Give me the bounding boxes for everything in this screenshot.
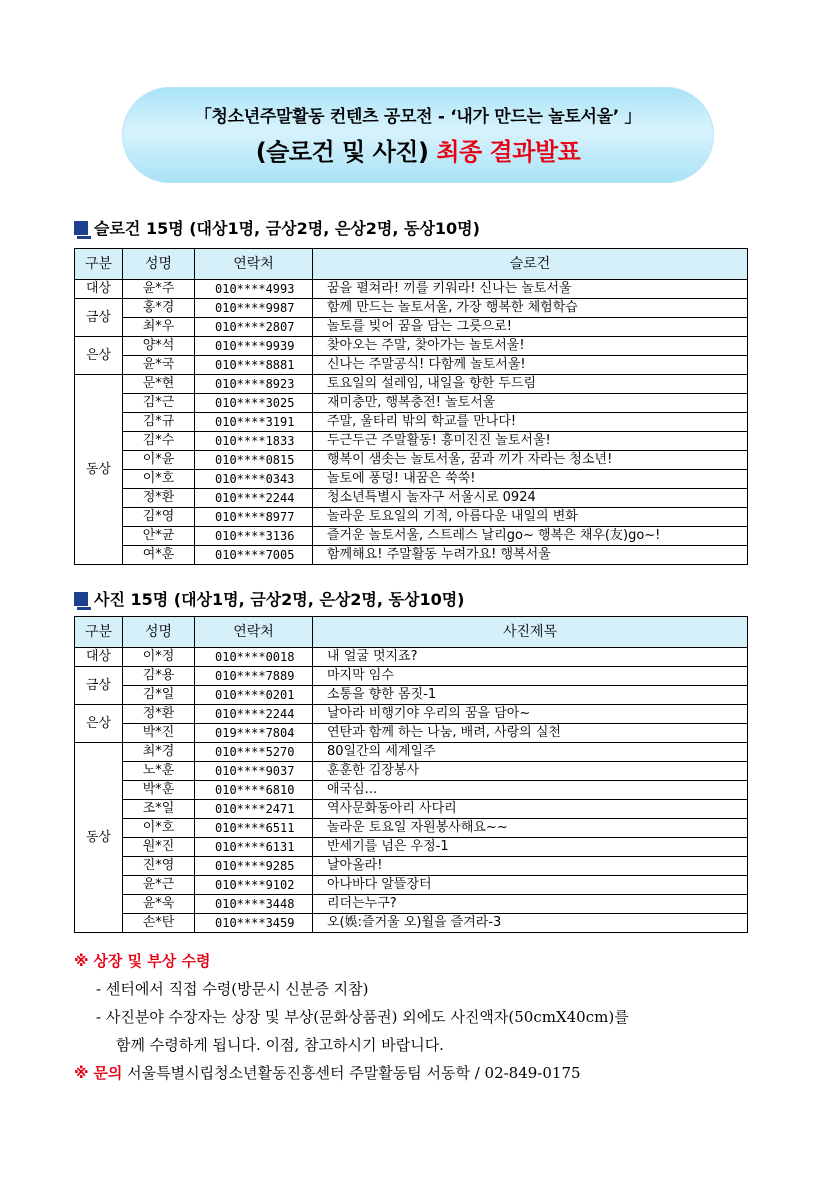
award-cell: 은상 — [75, 705, 123, 743]
name-cell: 윤*주 — [123, 280, 195, 299]
table-row — [75, 724, 748, 743]
phone-cell: 010****3136 — [195, 527, 313, 546]
table-row — [75, 743, 748, 762]
phone-cell: 019****7804 — [195, 724, 313, 743]
column-header: 연락처 — [195, 249, 313, 280]
entry-title-cell: 훈훈한 김장봉사 — [313, 762, 748, 781]
phone-cell: 010****6810 — [195, 781, 313, 800]
square-bullet-icon — [74, 221, 88, 235]
name-cell: 노*훈 — [123, 762, 195, 781]
notes-block — [74, 947, 629, 1087]
name-cell: 손*탄 — [123, 914, 195, 933]
photo-section-heading — [74, 587, 464, 610]
phone-cell: 010****3025 — [195, 394, 313, 413]
award-cell: 대상 — [75, 648, 123, 667]
name-cell: 원*진 — [123, 838, 195, 857]
contact-text: 서울특별시립청소년활동진흥센터 주말활동팀 서동학 / 02-849-0175 — [122, 1064, 581, 1082]
banner-title-line2 — [122, 132, 714, 167]
table-row — [75, 914, 748, 933]
square-bullet-icon — [74, 592, 88, 606]
phone-cell: 010****2807 — [195, 318, 313, 337]
table-row — [75, 508, 748, 527]
phone-cell: 010****2471 — [195, 800, 313, 819]
table-row — [75, 876, 748, 895]
phone-cell: 010****6131 — [195, 838, 313, 857]
entry-title-cell: 청소년특별시 놀자구 서울시로 0924 — [313, 489, 748, 508]
entry-title-cell: 꿈을 펼쳐라! 끼를 키워라! 신나는 놀토서울 — [313, 280, 748, 299]
phone-cell: 010****4993 — [195, 280, 313, 299]
table-row — [75, 280, 748, 299]
phone-cell: 010****3448 — [195, 895, 313, 914]
column-header: 구분 — [75, 249, 123, 280]
banner-title-line1: 「청소년주말활동 컨텐츠 공모전 - ‘내가 만드는 놀토서울’ 」 — [194, 107, 642, 127]
table-row — [75, 489, 748, 508]
name-cell: 이*윤 — [123, 451, 195, 470]
name-cell: 진*영 — [123, 857, 195, 876]
name-cell: 이*정 — [123, 648, 195, 667]
name-cell: 윤*국 — [123, 356, 195, 375]
table-row — [75, 667, 748, 686]
table-row — [75, 337, 748, 356]
award-cell: 동상 — [75, 743, 123, 933]
phone-cell: 010****8881 — [195, 356, 313, 375]
column-header: 슬로건 — [313, 249, 748, 280]
entry-title-cell: 반세기를 넘은 우정-1 — [313, 838, 748, 857]
phone-cell: 010****6511 — [195, 819, 313, 838]
name-cell: 이*호 — [123, 470, 195, 489]
name-cell: 홍*경 — [123, 299, 195, 318]
column-header: 성명 — [123, 249, 195, 280]
table-row — [75, 432, 748, 451]
entry-title-cell: 내 얼굴 멋지죠? — [313, 648, 748, 667]
slogan-section-title: 슬로건 15명 (대상1명, 금상2명, 은상2명, 동상10명) — [94, 219, 480, 238]
award-cell: 대상 — [75, 280, 123, 299]
table-row — [75, 356, 748, 375]
entry-title-cell: 놀토를 빚어 꿈을 담는 그릇으로! — [313, 318, 748, 337]
phone-cell: 010****0201 — [195, 686, 313, 705]
entry-title-cell: 함께 만드는 놀토서울, 가장 행복한 체험학습 — [313, 299, 748, 318]
phone-cell: 010****9285 — [195, 857, 313, 876]
phone-cell: 010****0815 — [195, 451, 313, 470]
table-row — [75, 895, 748, 914]
title-banner — [122, 87, 714, 183]
name-cell: 김*근 — [123, 394, 195, 413]
name-cell: 윤*욱 — [123, 895, 195, 914]
name-cell: 정*환 — [123, 705, 195, 724]
name-cell: 이*호 — [123, 819, 195, 838]
award-cell: 금상 — [75, 667, 123, 705]
entry-title-cell: 역사문화동아리 사다리 — [313, 800, 748, 819]
entry-title-cell: 재미충만, 행복충전! 놀토서울 — [313, 394, 748, 413]
table-row — [75, 781, 748, 800]
entry-title-cell: 마지막 임수 — [313, 667, 748, 686]
entry-title-cell: 함께해요! 주말활동 누려가요! 행복서울 — [313, 546, 748, 565]
slogan-results-table — [74, 248, 748, 565]
table-row — [75, 762, 748, 781]
name-cell: 최*경 — [123, 743, 195, 762]
table-row — [75, 838, 748, 857]
name-cell: 김*영 — [123, 508, 195, 527]
table-row — [75, 527, 748, 546]
phone-cell: 010****0018 — [195, 648, 313, 667]
entry-title-cell: 찾아오는 주말, 찾아가는 놀토서울! — [313, 337, 748, 356]
slogan-section-heading — [74, 216, 480, 239]
note-line: - 센터에서 직접 수령(방문시 신분증 지참) — [96, 980, 369, 998]
entry-title-cell: 행복이 샘솟는 놀토서울, 꿈과 끼가 자라는 청소년! — [313, 451, 748, 470]
table-row — [75, 413, 748, 432]
table-row — [75, 318, 748, 337]
phone-cell: 010****9987 — [195, 299, 313, 318]
name-cell: 박*훈 — [123, 781, 195, 800]
entry-title-cell: 날아라 비행기야 우리의 꿈을 담아~ — [313, 705, 748, 724]
column-header: 성명 — [123, 617, 195, 648]
reference-mark-icon: ※ — [74, 1064, 89, 1082]
entry-title-cell: 아나바다 알뜰장터 — [313, 876, 748, 895]
award-cell: 동상 — [75, 375, 123, 565]
note-line: 함께 수령하게 됩니다. 이점, 참고하시기 바랍니다. — [116, 1036, 444, 1054]
table-row — [75, 686, 748, 705]
name-cell: 안*균 — [123, 527, 195, 546]
name-cell: 박*진 — [123, 724, 195, 743]
award-cell: 금상 — [75, 299, 123, 337]
entry-title-cell: 신나는 주말공식! 다함께 놀토서울! — [313, 356, 748, 375]
column-header: 연락처 — [195, 617, 313, 648]
name-cell: 문*현 — [123, 375, 195, 394]
award-pickup-title: 상장 및 부상 수령 — [93, 952, 211, 970]
entry-title-cell: 오(娛:즐거울 오)월을 즐겨라-3 — [313, 914, 748, 933]
table-header-row — [75, 617, 748, 648]
table-row — [75, 857, 748, 876]
banner-subtitle: (슬로건 및 사진) — [255, 138, 437, 166]
column-header: 사진제목 — [313, 617, 748, 648]
table-header-row — [75, 249, 748, 280]
entry-title-cell: 소통을 향한 몸짓-1 — [313, 686, 748, 705]
table-row — [75, 819, 748, 838]
entry-title-cell: 토요일의 설레임, 내일을 향한 두드림 — [313, 375, 748, 394]
note-line: - 사진분야 수장자는 상장 및 부상(문화상품권) 외에도 사진액자(50cmX40cm)를 — [96, 1008, 629, 1026]
entry-title-cell: 놀토에 퐁덩! 내꿈은 쑥쑥! — [313, 470, 748, 489]
entry-title-cell: 놀라운 토요일의 기적, 아름다운 내일의 변화 — [313, 508, 748, 527]
phone-cell: 010****5270 — [195, 743, 313, 762]
name-cell: 조*일 — [123, 800, 195, 819]
entry-title-cell: 애국심... — [313, 781, 748, 800]
name-cell: 김*규 — [123, 413, 195, 432]
award-cell: 은상 — [75, 337, 123, 375]
phone-cell: 010****7889 — [195, 667, 313, 686]
table-row — [75, 648, 748, 667]
name-cell: 김*수 — [123, 432, 195, 451]
name-cell: 정*환 — [123, 489, 195, 508]
phone-cell: 010****9037 — [195, 762, 313, 781]
phone-cell: 010****9939 — [195, 337, 313, 356]
name-cell: 여*훈 — [123, 546, 195, 565]
phone-cell: 010****2244 — [195, 705, 313, 724]
table-row — [75, 470, 748, 489]
entry-title-cell: 리더는누구? — [313, 895, 748, 914]
column-header: 구분 — [75, 617, 123, 648]
photo-results-table — [74, 616, 748, 933]
entry-title-cell: 놀라운 토요일 자원봉사해요~~ — [313, 819, 748, 838]
phone-cell: 010****7005 — [195, 546, 313, 565]
phone-cell: 010****1833 — [195, 432, 313, 451]
contact-line — [74, 1059, 629, 1087]
phone-cell: 010****8977 — [195, 508, 313, 527]
entry-title-cell: 날아올라! — [313, 857, 748, 876]
table-row — [75, 705, 748, 724]
phone-cell: 010****9102 — [195, 876, 313, 895]
entry-title-cell: 80일간의 세계일주 — [313, 743, 748, 762]
name-cell: 최*우 — [123, 318, 195, 337]
photo-section-title: 사진 15명 (대상1명, 금상2명, 은상2명, 동상10명) — [94, 590, 465, 609]
contact-label: 문의 — [93, 1064, 123, 1082]
entry-title-cell: 연탄과 함께 하는 나눔, 배려, 사랑의 실천 — [313, 724, 748, 743]
phone-cell: 010****3459 — [195, 914, 313, 933]
table-row — [75, 299, 748, 318]
name-cell: 김*일 — [123, 686, 195, 705]
entry-title-cell: 주말, 울타리 밖의 학교를 만나다! — [313, 413, 748, 432]
table-row — [75, 394, 748, 413]
table-row — [75, 375, 748, 394]
entry-title-cell: 두근두근 주말활동! 흥미진진 놀토서울! — [313, 432, 748, 451]
name-cell: 김*용 — [123, 667, 195, 686]
phone-cell: 010****8923 — [195, 375, 313, 394]
banner-result-text: 최종 결과발표 — [436, 138, 581, 166]
award-pickup-heading — [74, 947, 629, 975]
phone-cell: 010****0343 — [195, 470, 313, 489]
entry-title-cell: 즐거운 놀토서울, 스트레스 날리go~ 행복은 채우(友)go~! — [313, 527, 748, 546]
reference-mark-icon: ※ — [74, 952, 89, 970]
name-cell: 양*석 — [123, 337, 195, 356]
phone-cell: 010****3191 — [195, 413, 313, 432]
table-row — [75, 800, 748, 819]
phone-cell: 010****2244 — [195, 489, 313, 508]
table-row — [75, 546, 748, 565]
table-row — [75, 451, 748, 470]
name-cell: 윤*근 — [123, 876, 195, 895]
